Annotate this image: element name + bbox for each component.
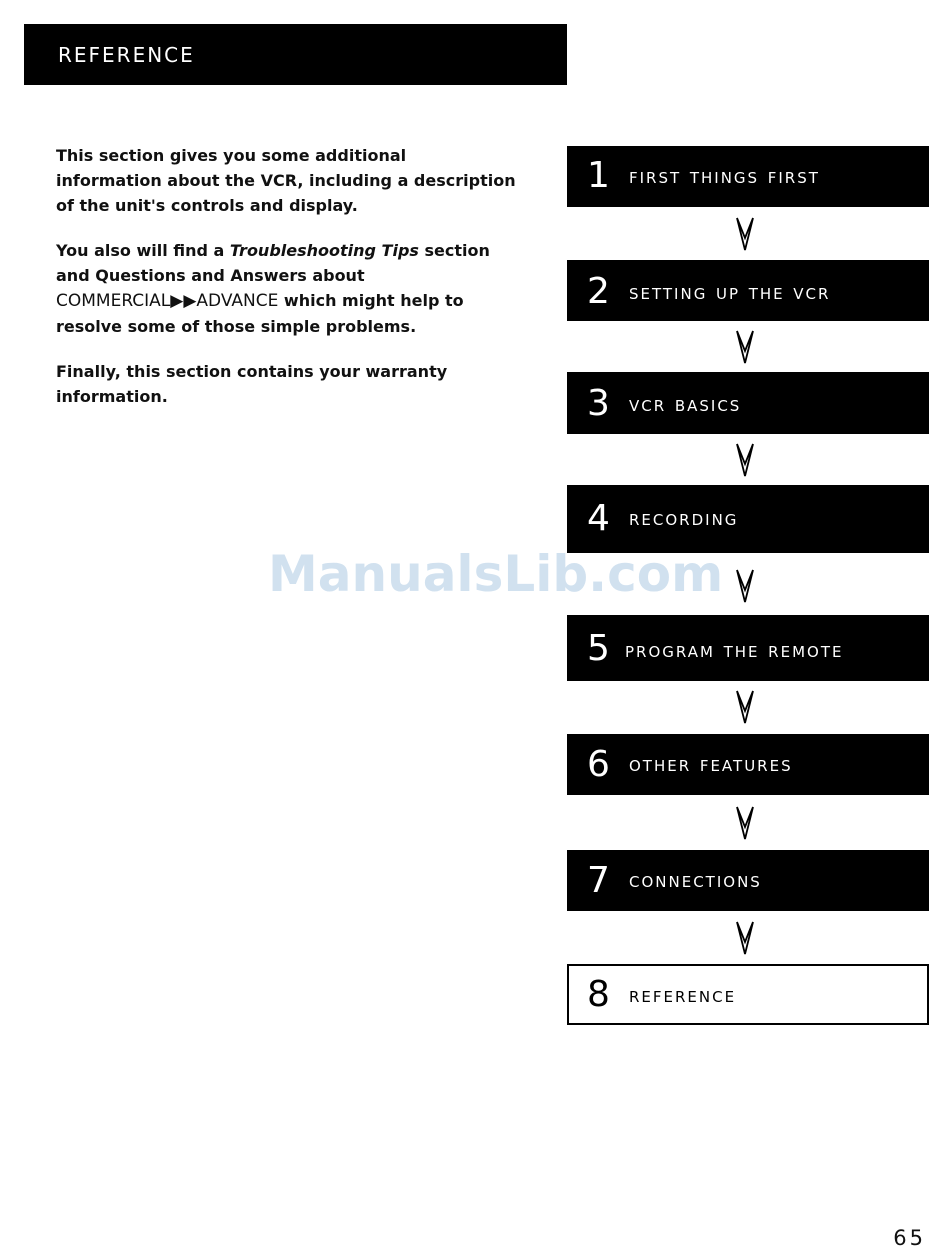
chevron-down-icon (735, 442, 755, 478)
step-label: first things first (629, 164, 820, 188)
step-label: vcr basics (629, 392, 742, 416)
chevron-down-icon (735, 568, 755, 604)
chapter-step-8-current (567, 964, 929, 1025)
chapter-step-2 (567, 260, 929, 321)
intro-paragraph-2-part-1: You also will find a (56, 241, 230, 260)
step-label: recording (629, 506, 739, 530)
step-number: 6 (587, 744, 610, 785)
intro-paragraph-1 (56, 143, 516, 218)
intro-paragraph-2-part-2: section and Questions and Answers about (56, 241, 490, 285)
chapter-flowchart (567, 0, 929, 1253)
step-label: reference (629, 983, 737, 1007)
step-number: 7 (587, 860, 610, 901)
chapter-step-1 (567, 146, 929, 207)
chapter-step-3 (567, 372, 929, 434)
chevron-down-icon (735, 329, 755, 365)
chevron-down-icon (735, 920, 755, 956)
step-label: connections (629, 868, 762, 892)
step-number: 1 (587, 155, 610, 196)
step-number: 8 (587, 974, 610, 1015)
step-label: other features (629, 752, 793, 776)
intro-paragraph-3 (56, 359, 516, 409)
step-number: 3 (587, 383, 610, 424)
step-label: program the remote (625, 638, 844, 662)
intro-text (56, 143, 516, 429)
troubleshooting-tips-reference: Troubleshooting Tips (229, 241, 419, 260)
chapter-step-6 (567, 734, 929, 795)
chevron-down-icon (735, 689, 755, 725)
section-header-bar (24, 24, 567, 85)
commercial-advance-term: COMMERCIAL▶▶ADVANCE (56, 291, 279, 311)
step-label: setting up the vcr (629, 280, 831, 304)
chapter-step-4 (567, 485, 929, 553)
chapter-step-7 (567, 850, 929, 911)
intro-paragraph-1-text: This section gives you some additional information about the VCR, including a description of the unit's controls and display. (56, 146, 516, 215)
section-title: reference (58, 36, 195, 69)
intro-paragraph-2 (56, 238, 516, 339)
intro-paragraph-2-part-3: which might help to resolve some of those simple problems. (56, 291, 464, 336)
chevron-down-icon (735, 216, 755, 252)
step-number: 2 (587, 271, 610, 312)
chapter-step-5 (567, 615, 929, 681)
intro-paragraph-3-text: Finally, this section contains your warranty information. (56, 362, 448, 406)
watermark: ManualsLib.com (268, 545, 724, 603)
chevron-down-icon (735, 805, 755, 841)
step-number: 5 (587, 628, 610, 669)
step-number: 4 (587, 498, 610, 539)
page-number: 65 (893, 1226, 926, 1250)
